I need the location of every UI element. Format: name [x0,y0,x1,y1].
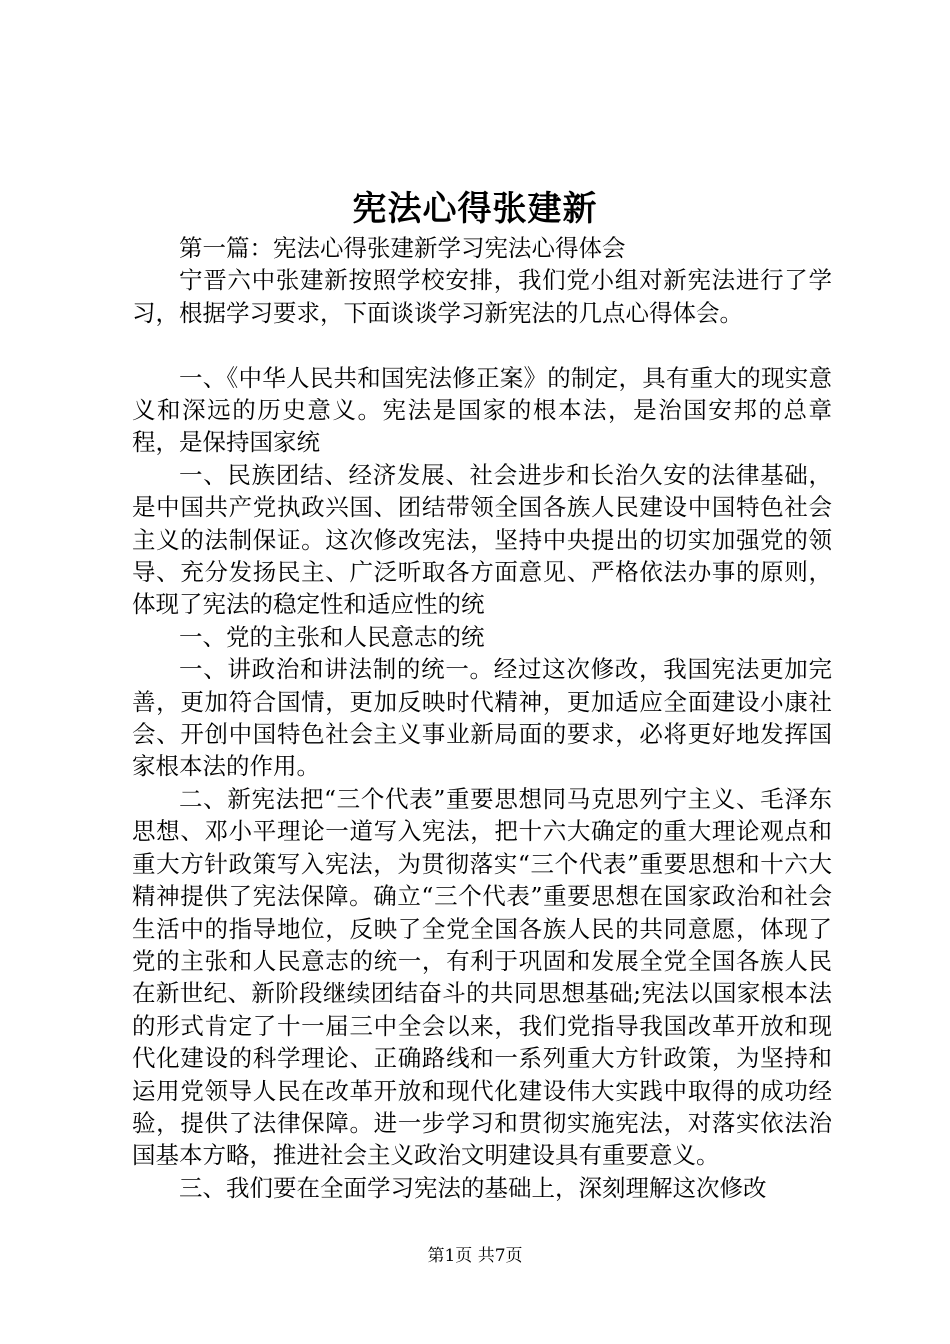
paragraph-intro: 宁晋六中张建新按照学校安排，我们党小组对新宪法进行了学习，根据学习要求，下面谈谈学习新宪法的几点心得体会。 [132,266,832,327]
paragraph: 一、《中华人民共和国宪法修正案》的制定，具有重大的现实意义和深远的历史意义。宪法是国家的根本法，是治国安邦的总章程，是保持国家统 [132,363,832,457]
document-title: 宪法心得张建新 [352,189,598,229]
paragraph: 一、党的主张和人民意志的统 [179,622,485,651]
paragraph-spacer [132,329,832,361]
paragraph: 一、民族团结、经济发展、社会进步和长治久安的法律基础，是中国共产党执政兴国、团结带领全国各族人民建设中国特色社会主义的法制保证。这次修改宪法，坚持中央提出的切实加强党的领导、充分发扬民主、广泛听取各方面意见、严格依法办事的原则，体现了宪法的稳定性和适应性的统 [132,460,832,619]
paragraph: 一、讲政治和讲法制的统一。经过这次修改，我国宪法更加完善，更加符合国情，更加反映时代精神，更加适应全面建设小康社会、开创中国特色社会主义事业新局面的要求，必将更好地发挥国家根本法的作用。 [132,655,832,781]
document-body [132,232,832,1204]
paragraph: 三、我们要在全面学习宪法的基础上，深刻理解这次修改 [179,1173,767,1202]
paragraph: 二、新宪法把“三个代表”重要思想同马克思列宁主义、毛泽东思想、邓小平理论一道写入宪法，把十六大确定的重大理论观点和重大方针政策写入宪法，为贯彻落实“三个代表”重要思想和十六大精神提供了宪法保障。确立“三个代表”重要思想在国家政治和社会生活中的指导地位，反映了全党全国各族人民的共同意愿，体现了党的主张和人民意志的统一，有利于巩固和发展全党全国各族人民在新世纪、新阶段继续团结奋斗的共同思想基础;宪法以国家根本法的形式肯定了十一届三中全会以来，我们党指导我国改革开放和现代化建设的科学理论、正确路线和一系列重大方针政策，为坚持和运用党领导人民在改革开放和现代化建设伟大实践中取得的成功经验，提供了法律保障。进一步学习和贯彻实施宪法，对落实依法治国基本方略，推进社会主义政治文明建设具有重要意义。 [132,784,832,1170]
paragraph-heading: 第一篇：宪法心得张建新学习宪法心得体会 [179,234,626,262]
page-footer: 第1页 共7页 [427,1246,523,1266]
